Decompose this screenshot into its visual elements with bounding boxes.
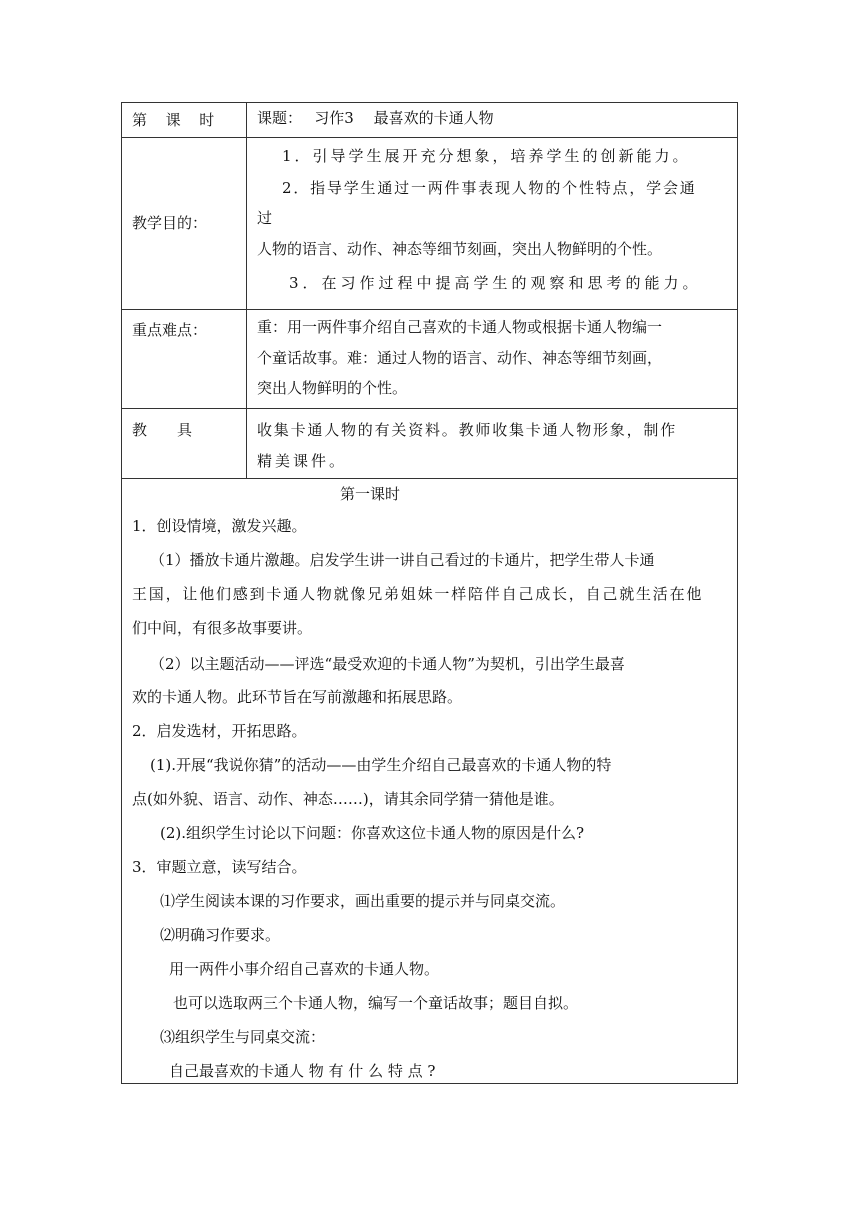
key-points-label-cell bbox=[122, 310, 246, 408]
period-row bbox=[122, 103, 737, 138]
topic-title: 课题： 习作3 最喜欢的卡通人物 bbox=[257, 109, 494, 127]
lesson-plan-table bbox=[121, 102, 738, 1084]
tools-label-cell bbox=[122, 409, 246, 478]
key-points-line: 个童话故事。难：通过人物的语言、动作、神态等细节刻画， bbox=[257, 349, 663, 367]
tools-line: 收集卡通人物的有关资料。教师收集卡通人物形象，制作 bbox=[257, 421, 678, 439]
tools-content bbox=[247, 409, 737, 478]
body-line: (2).组织学生讨论以下问题：你喜欢这位卡通人物的原因是什么? bbox=[160, 824, 585, 842]
key-points-content bbox=[247, 310, 737, 408]
body-line: 欢的卡通人物。此环节旨在写前激趣和拓展思路。 bbox=[132, 688, 463, 706]
body-line: 点(如外貌、语言、动作、神态……)，请其余同学猜一猜他是谁。 bbox=[132, 790, 564, 808]
objective-line: 过 bbox=[257, 209, 273, 227]
body-line: 也可以选取两三个卡通人物，编写一个童话故事；题目自拟。 bbox=[173, 994, 579, 1012]
body-line: (1).开展“我说你猜”的活动——由学生介绍自己最喜欢的卡通人物的特 bbox=[150, 756, 612, 774]
key-points-label: 重点难点： bbox=[132, 321, 208, 339]
key-points-row bbox=[122, 310, 737, 409]
body-line: 用一两件小事介绍自己喜欢的卡通人物。 bbox=[169, 960, 440, 978]
objective-line: 人物的语言、动作、神态等细节刻画，突出人物鲜明的个性。 bbox=[257, 240, 663, 258]
period-label: 第 课 时 bbox=[132, 111, 217, 129]
tools-label: 教 具 bbox=[132, 421, 193, 439]
body-line: 2．启发选材，开拓思路。 bbox=[132, 722, 307, 740]
objectives-label-cell bbox=[122, 138, 246, 309]
objectives-row bbox=[122, 138, 737, 310]
objectives-label: 教学目的： bbox=[132, 214, 208, 232]
objective-line: 2．指导学生通过一两件事表现人物的个性特点，学会通 bbox=[282, 179, 697, 197]
objectives-content bbox=[247, 138, 737, 309]
key-points-line: 突出人物鲜明的个性。 bbox=[257, 379, 408, 397]
key-points-line: 重：用一两件事介绍自己喜欢的卡通人物或根据卡通人物编一 bbox=[257, 318, 663, 336]
body-line: ⑴学生阅读本课的习作要求，画出重要的提示并与同桌交流。 bbox=[160, 892, 566, 910]
body-line: 3．审题立意，读写结合。 bbox=[132, 858, 307, 876]
tools-line: 精美课件。 bbox=[257, 452, 348, 470]
body-line: ⑵明确习作要求。 bbox=[160, 926, 281, 944]
body-line: 自己最喜欢的卡通人 物 有 什 么 特 点 ? bbox=[169, 1062, 436, 1080]
body-line: ⑶组织学生与同桌交流： bbox=[160, 1028, 326, 1046]
topic-cell bbox=[247, 103, 737, 137]
body-line: （1）播放卡通片激趣。启发学生讲一讲自己看过的卡通片，把学生带人卡通 bbox=[150, 551, 655, 569]
body-line: 1．创设情境，激发兴趣。 bbox=[132, 517, 307, 535]
tools-row bbox=[122, 409, 737, 479]
period-label-cell bbox=[122, 103, 246, 137]
body-line: 王国，让他们感到卡通人物就像兄弟姐妹一样陪伴自己成长，自己就生活在他 bbox=[132, 585, 704, 603]
body-line: （2）以主题活动——评选“最受欢迎的卡通人物”为契机，引出学生最喜 bbox=[150, 655, 625, 673]
lesson-heading: 第一课时 bbox=[340, 485, 401, 503]
lesson-body bbox=[122, 479, 737, 1083]
objective-line: 3．在习作过程中提高学生的观察和思考的能力。 bbox=[289, 274, 702, 292]
objective-line: 1．引导学生展开充分想象，培养学生的创新能力。 bbox=[282, 147, 691, 165]
body-line: 们中间，有很多故事要讲。 bbox=[132, 619, 313, 637]
